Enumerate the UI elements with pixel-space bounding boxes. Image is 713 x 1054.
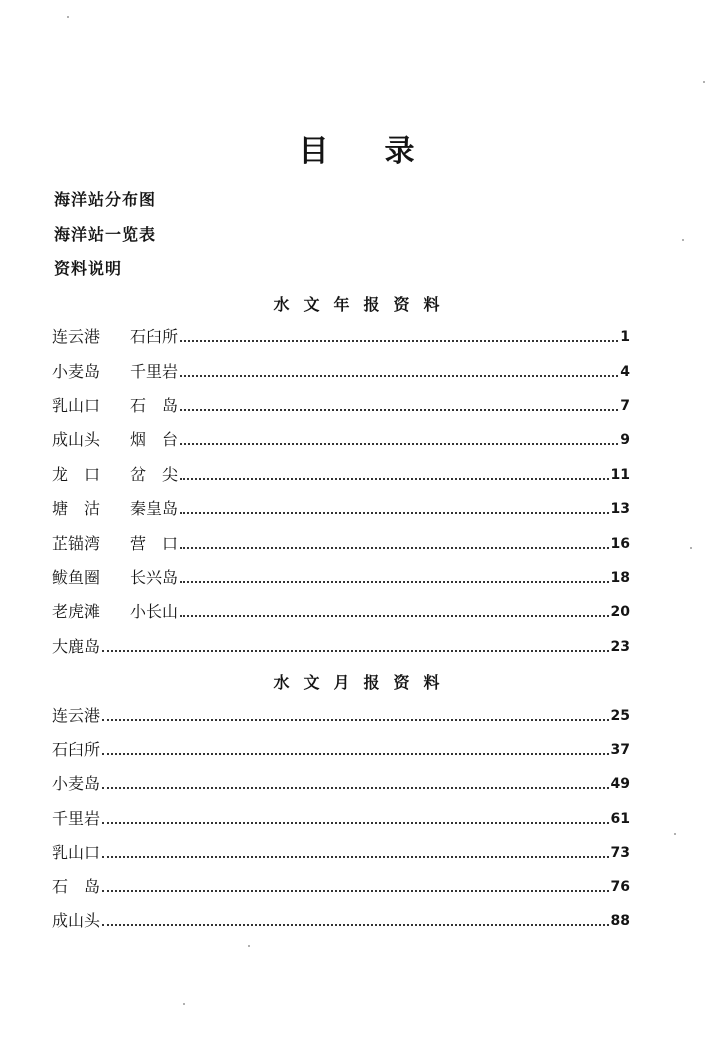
toc-entry (52, 808, 630, 830)
dot-leader (180, 512, 609, 514)
entry-page-number: 16 (610, 536, 630, 552)
entry-page-number: 76 (610, 879, 630, 895)
entry-place: 连云港 (52, 706, 101, 725)
dot-leader (180, 340, 618, 342)
toc-entry (52, 464, 630, 486)
entry-page-number: 61 (610, 811, 630, 827)
dot-leader (102, 719, 609, 721)
entry-page-number: 23 (610, 639, 630, 655)
scan-speck (682, 239, 684, 241)
toc-entry (52, 326, 630, 348)
entry-page-number: 9 (620, 432, 630, 448)
dot-leader (180, 547, 609, 549)
dot-leader (102, 890, 609, 892)
dot-leader (180, 581, 609, 583)
entry-place: 大鹿岛 (52, 637, 101, 656)
entry-place: 鲅鱼圈 (52, 568, 101, 587)
title-char-2: 录 (384, 134, 415, 169)
toc-entry (52, 361, 630, 383)
dot-leader (102, 822, 609, 824)
entry-page-number: 37 (610, 742, 630, 758)
dot-leader (180, 443, 618, 445)
front-matter-item-map: 海洋站分布图 (54, 190, 157, 209)
dot-leader (180, 478, 609, 480)
entry-place: 塘 沽 (52, 499, 101, 518)
entry-page-number: 13 (610, 501, 630, 517)
scan-speck (690, 547, 692, 549)
entry-place: 小麦岛 (52, 774, 101, 793)
toc-entry (52, 842, 630, 864)
dot-leader (102, 753, 609, 755)
entry-page-number: 20 (610, 604, 630, 620)
section-heading-monthly: 水文月报资料 (273, 673, 454, 692)
toc-entry (52, 533, 630, 555)
toc-entry (52, 636, 630, 658)
entry-place: 连云港 (52, 327, 101, 346)
entry-station: 岔 尖 (130, 465, 179, 484)
front-matter-item-station-list: 海洋站一览表 (54, 225, 157, 244)
toc-entry (52, 876, 630, 898)
toc-entry (52, 498, 630, 520)
dot-leader (102, 787, 609, 789)
entry-station: 营 口 (130, 534, 179, 553)
entry-station: 长兴岛 (130, 568, 179, 587)
dot-leader (180, 375, 618, 377)
entry-station: 石 岛 (130, 396, 179, 415)
entry-place: 成山头 (52, 430, 101, 449)
dot-leader (102, 856, 609, 858)
toc-entry (52, 739, 630, 761)
dot-leader (102, 924, 609, 926)
toc-entry (52, 567, 630, 589)
scan-speck (703, 81, 705, 83)
title-char-1: 目 (298, 134, 329, 169)
entry-place: 成山头 (52, 911, 101, 930)
page-title (0, 126, 713, 170)
dot-leader (180, 615, 609, 617)
entry-station: 千里岩 (130, 362, 179, 381)
entry-page-number: 25 (610, 708, 630, 724)
entry-page-number: 18 (610, 570, 630, 586)
dot-leader (102, 650, 609, 652)
entry-place: 石 岛 (52, 877, 101, 896)
dot-leader (180, 409, 618, 411)
scan-speck (674, 833, 676, 835)
entry-station: 秦皇岛 (130, 499, 179, 518)
entry-page-number: 88 (610, 913, 630, 929)
scan-speck (248, 945, 250, 947)
entry-page-number: 11 (610, 467, 630, 483)
entry-station: 烟 台 (130, 430, 179, 449)
entry-page-number: 7 (620, 398, 630, 414)
scan-speck (183, 1003, 185, 1005)
entry-page-number: 73 (610, 845, 630, 861)
entry-place: 老虎滩 (52, 602, 101, 621)
toc-entry (52, 429, 630, 451)
entry-place: 千里岩 (52, 809, 101, 828)
toc-entry (52, 773, 630, 795)
toc-entry (52, 910, 630, 932)
toc-entry (52, 601, 630, 623)
scan-speck (67, 16, 69, 18)
toc-entry (52, 705, 630, 727)
entry-station: 石臼所 (130, 327, 179, 346)
entry-place: 龙 口 (52, 465, 101, 484)
entry-place: 乳山口 (52, 843, 101, 862)
entry-place: 小麦岛 (52, 362, 101, 381)
entry-page-number: 4 (620, 364, 630, 380)
toc-entry (52, 395, 630, 417)
entry-page-number: 49 (610, 776, 630, 792)
entry-place: 芷锚湾 (52, 534, 101, 553)
entry-place: 石臼所 (52, 740, 101, 759)
entry-page-number: 1 (620, 329, 630, 345)
front-matter-item-notes: 资料说明 (54, 259, 123, 278)
entry-station: 小长山 (130, 602, 179, 621)
section-heading-annual: 水文年报资料 (273, 295, 454, 314)
entry-place: 乳山口 (52, 396, 101, 415)
